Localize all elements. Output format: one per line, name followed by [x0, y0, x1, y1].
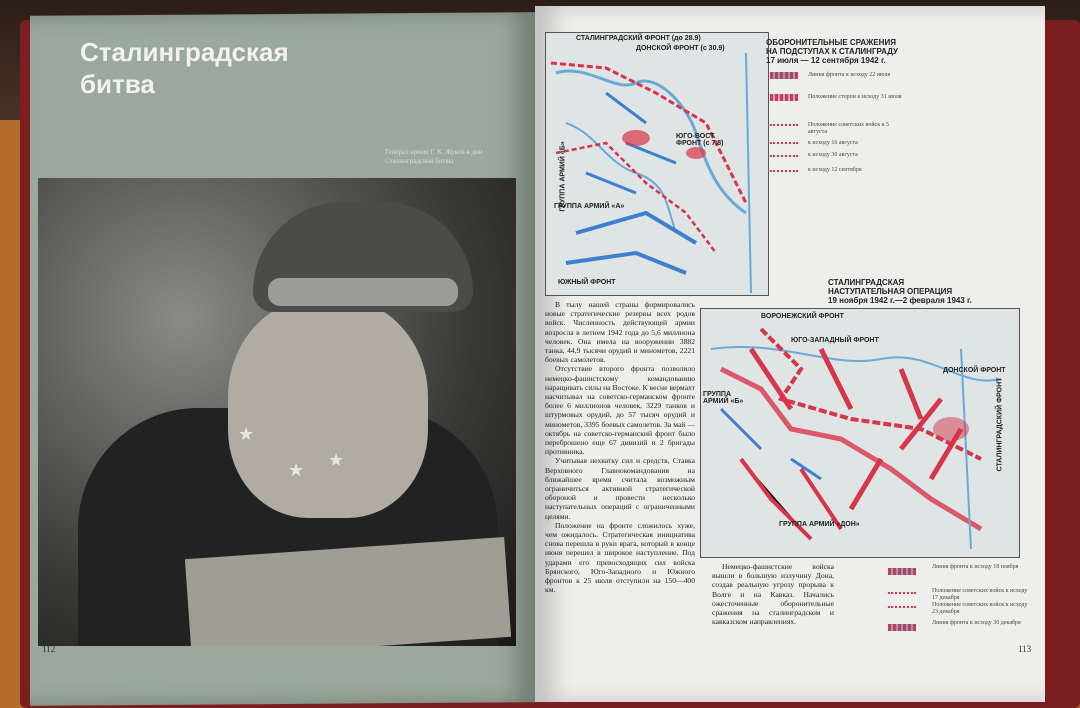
- map2-label-stalingrad-front: СТАЛИНГРАДСКИЙ ФРОНТ: [996, 377, 1004, 472]
- cap-band: [268, 278, 458, 306]
- map-offensive-operation: [700, 308, 1020, 558]
- page-number-right: 113: [1018, 644, 1032, 654]
- map1-heading-line1: ОБОРОНИТЕЛЬНЫЕ СРАЖЕНИЯ: [766, 38, 896, 47]
- legend-swatch: [888, 606, 916, 608]
- paragraph: Немецко-фашистские войска вышли в большую излучину Дона, создав реальную угрозу прорыва к Волге и на Кавказ. Начались ожесточенные оборонительные сражения на сталинградском и кавказском направлениях.: [712, 562, 834, 627]
- map1-label-don-front: ДОНСКОЙ ФРОНТ (с 30.9): [636, 45, 725, 52]
- page-number-left: 112: [42, 644, 56, 654]
- title-line-2: битва: [80, 69, 155, 99]
- map-defensive-battles: [545, 32, 769, 296]
- map2-legend-item: Линия фронта к исходу 30 декабря: [932, 620, 1021, 626]
- portrait-photo: [38, 178, 516, 646]
- map2-label-voronezh-front: ВОРОНЕЖСКИЙ ФРОНТ: [761, 313, 844, 320]
- map1-legend-item: к исходу 30 августа: [808, 152, 858, 158]
- legend-swatch: [770, 142, 798, 144]
- map1-label-southeast-front: ЮГО-ВОСТ. ФРОНТ (с 7.8): [676, 133, 724, 147]
- map1-heading-line3: 17 июля — 12 сентября 1942 г.: [766, 56, 886, 65]
- legend-swatch: [888, 624, 916, 631]
- map2-label-don-front: ДОНСКОЙ ФРОНТ: [943, 367, 1006, 374]
- map1-label-south-front: ЮЖНЫЙ ФРОНТ: [558, 279, 616, 286]
- map1-legend-item: к исходу 12 сентября: [808, 167, 862, 173]
- star-icon: ★: [288, 460, 305, 480]
- map2-heading: [828, 278, 972, 305]
- legend-swatch: [770, 72, 798, 79]
- paragraph: Положение на фронте сложилось хуже, чем ожидалось. Стратегическая инициатива снова перешла в руки врага, который в конце июня перешел в широкое наступление. Под ударами его превосходящих сил войска Брянского, Юго-Западного и Южного фронтов к 25 июля отступили на 150—400 км.: [545, 520, 695, 595]
- map2-legend-item: Линия фронта к исходу 18 ноября: [932, 564, 1019, 570]
- map1-legend-item: Линия фронта к исходу 22 июля: [808, 72, 891, 78]
- map2-heading-line2: НАСТУПАТЕЛЬНАЯ ОПЕРАЦИЯ: [828, 287, 953, 296]
- map2-label-southwest-front: ЮГО-ЗАПАДНЫЙ ФРОНТ: [791, 337, 879, 344]
- legend-swatch: [770, 155, 798, 157]
- map1-legend-item: к исходу 16 августа: [808, 140, 858, 146]
- paragraph: Отсутствие второго фронта позволило немецко-фашистскому командованию наращивать силы на Востоке. К весне вермахт насчитывал на советско-германском фронте более 6 миллионов человек, 3229 танков и штурмовых орудий, до 57 тысяч орудий и минометов, 3395 боевых самолетов. За май — октябрь на советско-германский фронт было переброшено еще 67 дивизий и 2 бригады противника.: [545, 364, 695, 457]
- map2-legend-item: Положение советских войск к исходу 23 декабря: [932, 602, 1028, 615]
- legend-swatch: [770, 170, 798, 172]
- paragraph: В тылу нашей страны формировались новые стратегические резервы всех родов войск. Численность действующей армии возросла в летнем 1942 года до 5,6 миллиона человек. Она имела на вооружении 3882 танка, 44,9 тысячи орудий и минометов, 2221 боевых самолетов.: [545, 300, 695, 365]
- map2-label-army-group-don: ГРУППА АРМИЙ «ДОН»: [779, 521, 860, 528]
- article-column-2: [712, 562, 834, 626]
- chapter-title: [80, 36, 289, 100]
- face: [228, 298, 428, 518]
- legend-swatch: [888, 568, 916, 575]
- map1-label-stalingrad-front: СТАЛИНГРАДСКИЙ ФРОНТ (до 28.9): [576, 35, 701, 42]
- map2-heading-line3: 19 ноября 1942 г.—2 февраля 1943 г.: [828, 296, 972, 305]
- map2-heading-line1: СТАЛИНГРАДСКАЯ: [828, 278, 905, 287]
- map1-heading-line2: НА ПОДСТУПАХ К СТАЛИНГРАДУ: [766, 47, 898, 56]
- star-icon: ★: [328, 450, 345, 470]
- photo-caption: Генерал армии Г. К. Жуков в дни Сталинградской битвы: [385, 148, 483, 165]
- map1-heading: [766, 38, 898, 65]
- map2-drawing: [701, 309, 1019, 557]
- legend-swatch: [888, 592, 916, 594]
- map2-legend-item: Положение советских войск к исходу 17 декабря: [932, 588, 1028, 601]
- legend-swatch: [770, 94, 798, 101]
- map1-label-army-group-a: ГРУППА АРМИЙ «А»: [554, 203, 625, 210]
- map1-drawing: [546, 33, 768, 295]
- map1-legend-item: Положение советских войск к 5 августа: [808, 122, 890, 135]
- map1-label-army-group-b: ГРУППА АРМИЙ «Б»: [559, 141, 567, 212]
- legend-swatch: [770, 124, 798, 126]
- star-icon: ★: [238, 424, 255, 444]
- title-line-1: Сталинградская: [80, 37, 289, 67]
- map1-legend-item: Положение сторон к исходу 31 июля: [808, 94, 902, 100]
- article-column-1: [545, 300, 695, 595]
- paragraph: Учитывая нехватку сил и средств, Ставка Верховного Главнокомандования на ближайшее время считала возможным ограничиться активной стратегической обороной и провести несколько наступательных операций с ограниченными целями.: [545, 456, 695, 521]
- map2-label-army-group-b: ГРУППА АРМИЙ «Б»: [703, 391, 744, 405]
